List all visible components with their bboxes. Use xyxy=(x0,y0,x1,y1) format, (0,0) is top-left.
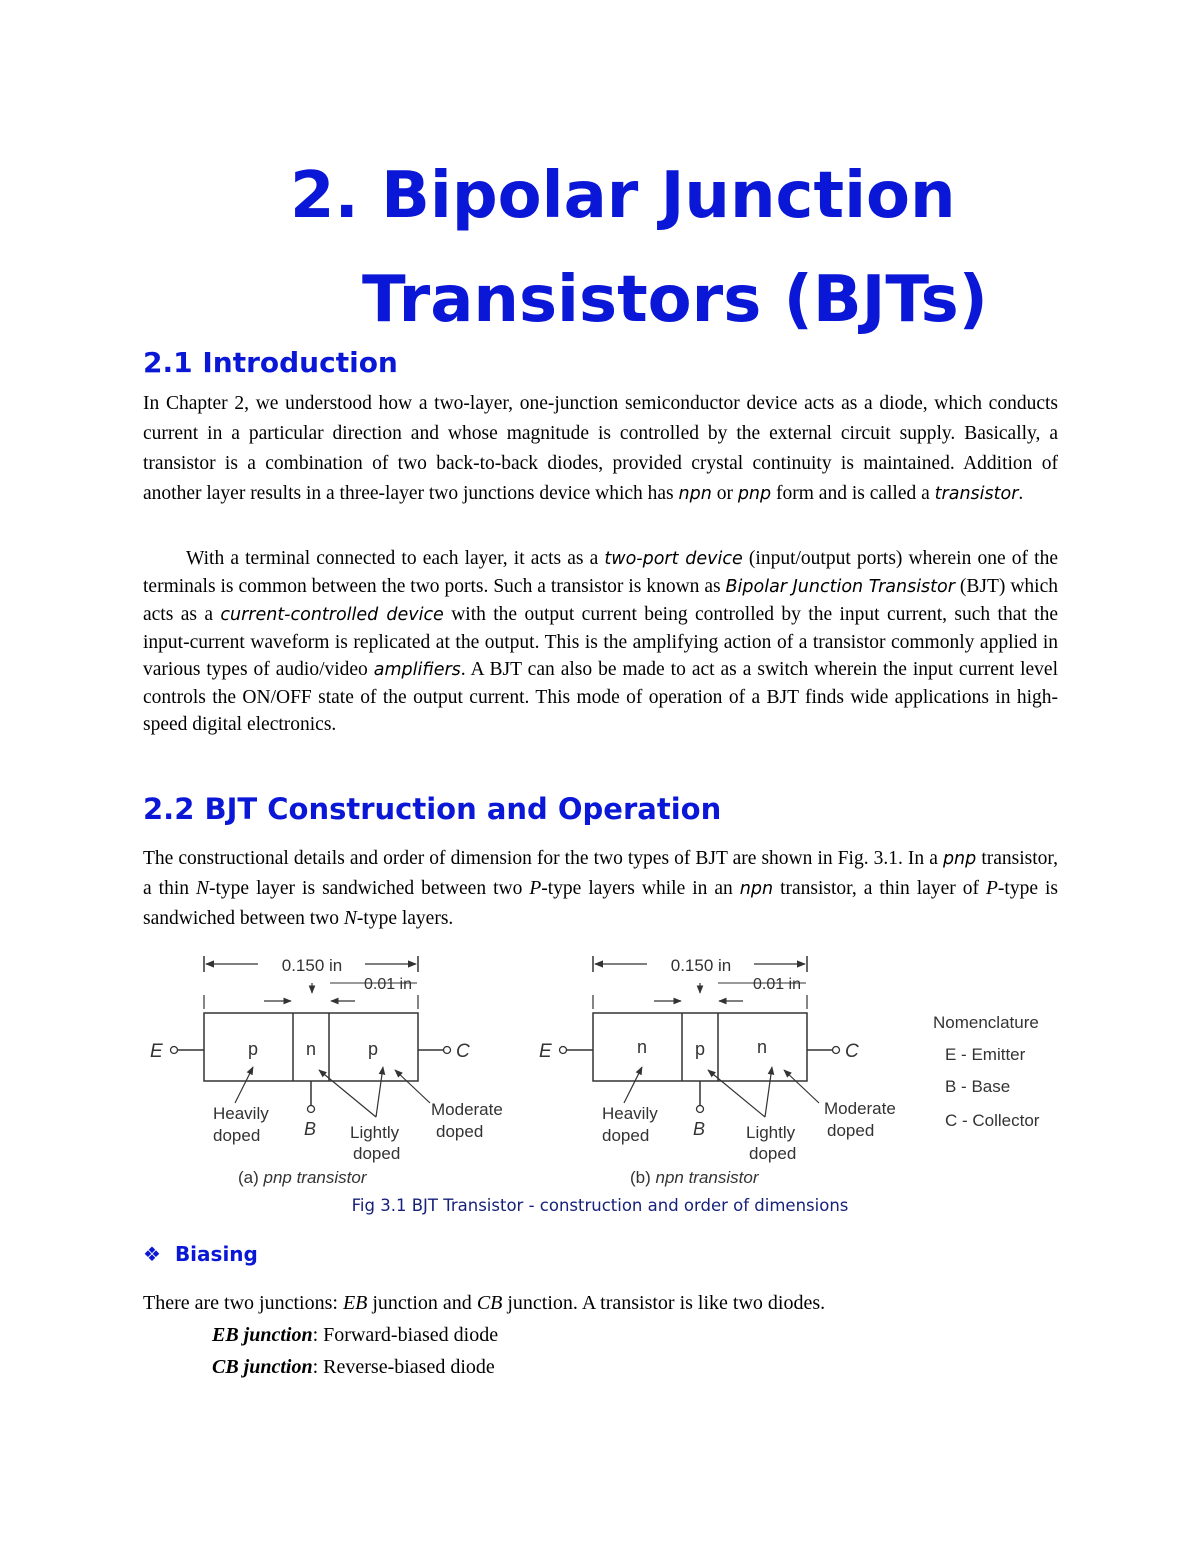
pnp-moderate-label: Moderate xyxy=(431,1100,503,1119)
intro-paragraph-1: In Chapter 2, we understood how a two-layer, one-junction semiconductor device acts as a diode, which conducts current in a particular direction and whose magnitude is controlled by the external circuit supply. Basically, a transistor is a combination of two back-to-back diodes, provided crystal continuity is maintained. Addition of another layer results in a three-layer two junctions device which has npn or pnp form and is called a transistor. xyxy=(143,393,1058,504)
pnp-layer-base: n xyxy=(305,1039,317,1059)
npn-lightly-doped-label: doped xyxy=(749,1144,797,1163)
npn-base-width-label: 0.01 in xyxy=(752,976,802,993)
biasing-heading xyxy=(143,1242,258,1266)
pnp-emitter-terminal: E xyxy=(150,1041,163,1062)
biasing-intro-line: There are two junctions: EB junction and CB junction. A transistor is like two diodes. xyxy=(143,1292,826,1314)
npn-heavily-doped-label: doped xyxy=(602,1126,650,1145)
chapter-title-line1: 2. Bipolar Junction xyxy=(290,159,956,233)
npn-diagram xyxy=(539,956,896,1187)
npn-base-terminal: B xyxy=(693,1119,706,1139)
npn-collector-terminal: C xyxy=(845,1041,859,1062)
cb-junction-label: CB junction xyxy=(212,1356,313,1378)
pnp-base-terminal: B xyxy=(304,1119,317,1139)
pnp-diagram xyxy=(150,956,503,1187)
npn-layer-base: p xyxy=(694,1039,706,1059)
pnp-total-width-label: 0.150 in xyxy=(281,956,343,975)
nomenclature-base: B - Base xyxy=(945,1077,1011,1096)
biasing-heading-text: Biasing xyxy=(174,1242,258,1266)
nomenclature-title: Nomenclature xyxy=(933,1013,1039,1032)
pnp-heavily-label: Heavily xyxy=(213,1104,269,1123)
npn-emitter-terminal: E xyxy=(539,1041,552,1062)
npn-layer-emitter: n xyxy=(636,1037,648,1057)
chapter-title-line2: Transistors (BJTs) xyxy=(362,263,988,337)
eb-junction-line: EB junction: Forward-biased diode xyxy=(212,1324,499,1346)
cb-junction-line: CB junction: Reverse-biased diode xyxy=(212,1356,495,1378)
diamond-bullet-icon: ❖ xyxy=(143,1242,161,1266)
pnp-base-width-label: 0.01 in xyxy=(363,976,413,993)
pnp-lightly-doped-label: doped xyxy=(353,1144,401,1163)
pnp-layer-emitter: p xyxy=(247,1039,259,1059)
npn-layer-collector: n xyxy=(756,1037,768,1057)
npn-subcaption: (b) npn transistor xyxy=(630,1168,759,1187)
npn-moderate-label: Moderate xyxy=(824,1099,896,1118)
nomenclature-collector: C - Collector xyxy=(945,1111,1040,1130)
figure-caption: Fig 3.1 BJT Transistor - construction and order of dimensions xyxy=(351,1196,849,1215)
nomenclature-legend xyxy=(933,1013,1040,1130)
pnp-heavily-doped-label: doped xyxy=(213,1126,261,1145)
npn-lightly-label: Lightly xyxy=(746,1123,796,1142)
intro-paragraph-2: With a terminal connected to each layer, it acts as a two-port device (input/output ports) wherein one of the terminals is common between the two ports. Such a transistor is known as Bipolar Junction Transistor (BJT) which acts as a current-controlled device with the output current being controlled by the input current, such that the input-current waveform is replicated at the output. This is the amplifying action of a transistor commonly applied in various types of audio/video amplifiers. A BJT can also be made to act as a switch wherein the input current level controls the ON/OFF state of the output current. This mode of operation of a BJT finds wide applications in high-speed digital electronics. xyxy=(143,548,1058,735)
nomenclature-emitter: E - Emitter xyxy=(945,1045,1026,1064)
construction-paragraph: The constructional details and order of dimension for the two types of BJT are shown in Fig. 3.1. In a pnp transistor, a thin N-type layer is sandwiched between two P-type layers while in an npn transistor, a thin layer of P-type is sandwiched between two N-type layers. xyxy=(143,848,1058,929)
pnp-moderate-doped-label: doped xyxy=(436,1122,484,1141)
npn-moderate-doped-label: doped xyxy=(827,1121,875,1140)
pnp-collector-terminal: C xyxy=(456,1041,470,1062)
pnp-layer-collector: p xyxy=(367,1039,379,1059)
npn-total-width-label: 0.150 in xyxy=(670,956,732,975)
eb-junction-label: EB junction xyxy=(212,1324,313,1346)
npn-heavily-label: Heavily xyxy=(602,1104,658,1123)
bjt-construction-figure xyxy=(140,945,1065,1195)
pnp-lightly-label: Lightly xyxy=(350,1123,400,1142)
section-heading-construction: 2.2 BJT Construction and Operation xyxy=(143,792,722,826)
section-heading-introduction: 2.1 Introduction xyxy=(143,346,398,379)
pnp-subcaption: (a) pnp transistor xyxy=(238,1168,367,1187)
